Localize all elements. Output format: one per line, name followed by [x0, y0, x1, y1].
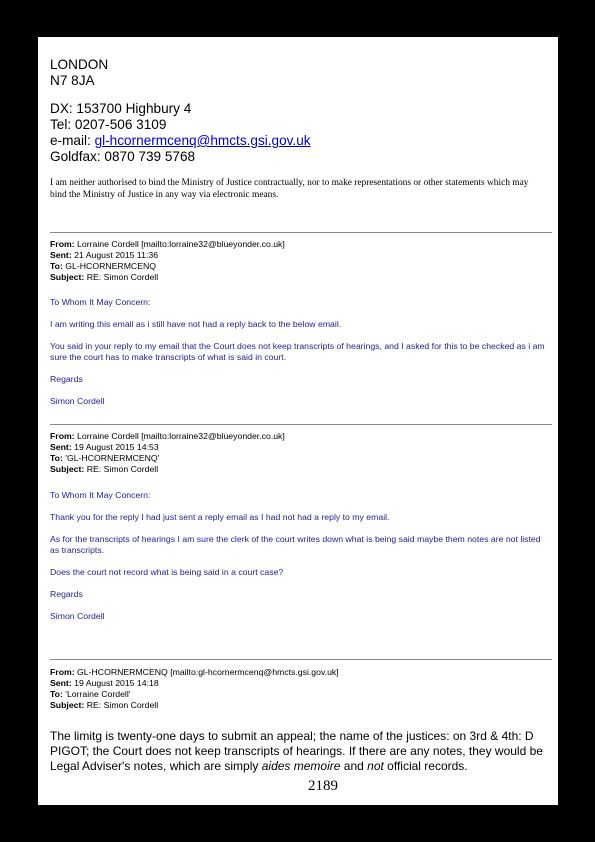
email-from: GL-HCORNERMCENQ [mailto:gl-hcornermcenq@hmcts.gsi.gov.uk] — [74, 667, 339, 677]
email-prefix: e-mail: — [50, 133, 95, 148]
reply-text: The limitg is twenty-one days to submit an appeal; the name of the justices: on 3rd & 4th: D PIGOT; the Court does not keep transcripts of hearings. If there are any notes, they would be Legal Adviser's notes, which are simply aides memoire and not official records. — [50, 729, 543, 773]
disclaimer-text: I am neither authorised to bind the Ministry of Justice contractually, nor to make representations or other statements which may bind the Ministry of Justice in any way via electronic means. — [50, 178, 529, 200]
email-body-paragraph: Regards — [50, 374, 83, 384]
email-header: From: Lorraine Cordell [mailto:lorraine32@blueyonder.co.uk] Sent: 21 August 2015 11:36 To: GL-HCORNERMCENQ Subject: RE: Simon Cordell — [50, 239, 285, 282]
address-postcode: N7 8JA — [50, 73, 95, 88]
address-dx: DX: 153700 Highbury 4 — [50, 101, 192, 116]
page-number: 2189 — [308, 778, 338, 794]
email-header: From: Lorraine Cordell [mailto:lorraine32@blueyonder.co.uk] Sent: 19 August 2015 14:53 To: 'GL-HCORNERMCENQ' Subject: RE: Simon Cordell — [50, 431, 285, 474]
email-to: 'Lorraine Cordell' — [62, 689, 131, 699]
email-from: Lorraine Cordell [mailto:lorraine32@blueyonder.co.uk] — [74, 431, 285, 441]
address-email-line — [50, 133, 311, 149]
email-subject: RE: Simon Cordell — [84, 464, 159, 474]
email-header: From: GL-HCORNERMCENQ [mailto:gl-hcornermcenq@hmcts.gsi.gov.uk] Sent: 19 August 2015 14:18 To: 'Lorraine Cordell' Subject: RE: Simon Cordell — [50, 667, 339, 710]
email-to: 'GL-HCORNERMCENQ' — [62, 453, 160, 463]
email-body-paragraph: Does the court not record what is being said in a court case? — [50, 567, 284, 577]
email-body-paragraph: To Whom It May Concern: — [50, 297, 151, 307]
document-page — [38, 37, 558, 805]
contact-block — [50, 101, 311, 165]
email-sent: 19 August 2015 14:53 — [71, 442, 159, 452]
email-signature: Simon Cordell — [50, 611, 105, 621]
email-body-paragraph: I am writing this email as i still have not had a reply back to the below email. — [50, 319, 342, 329]
email-to: GL-HCORNERMCENQ — [62, 261, 157, 271]
address-city: LONDON — [50, 57, 109, 72]
email-subject: RE: Simon Cordell — [84, 700, 159, 710]
email-subject: RE: Simon Cordell — [84, 272, 159, 282]
email-link[interactable]: gl-hcornermcenq@hmcts.gsi.gov.uk — [94, 133, 311, 148]
email-body-paragraph: Regards — [50, 589, 83, 599]
address-block — [50, 57, 108, 89]
divider — [50, 424, 552, 425]
address-goldfax: Goldfax: 0870 739 5768 — [50, 149, 196, 164]
email-signature: Simon Cordell — [50, 396, 105, 406]
divider — [50, 232, 552, 233]
email-body-paragraph: Thank you for the reply I had just sent a reply email as I had not had a reply to my email. — [50, 512, 390, 522]
email-body-paragraph: As for the transcripts of hearings I am sure the clerk of the court writes down what is being said maybe them notes are not listed as transcripts. — [50, 534, 541, 555]
divider — [50, 659, 552, 660]
address-tel: Tel: 0207-506 3109 — [50, 117, 167, 132]
email-body-paragraph: To Whom It May Concern: — [50, 490, 151, 500]
email-body-paragraph: You said in your reply to my email that the Court does not keep transcripts of hearings, and I asked for this to be checked as i am sure the court has to make transcripts of what is said in court. — [50, 341, 545, 362]
email-sent: 21 August 2015 11:36 — [71, 250, 159, 260]
email-from: Lorraine Cordell [mailto:lorraine32@blueyonder.co.uk] — [74, 239, 285, 249]
email-sent: 19 August 2015 14:18 — [71, 678, 159, 688]
